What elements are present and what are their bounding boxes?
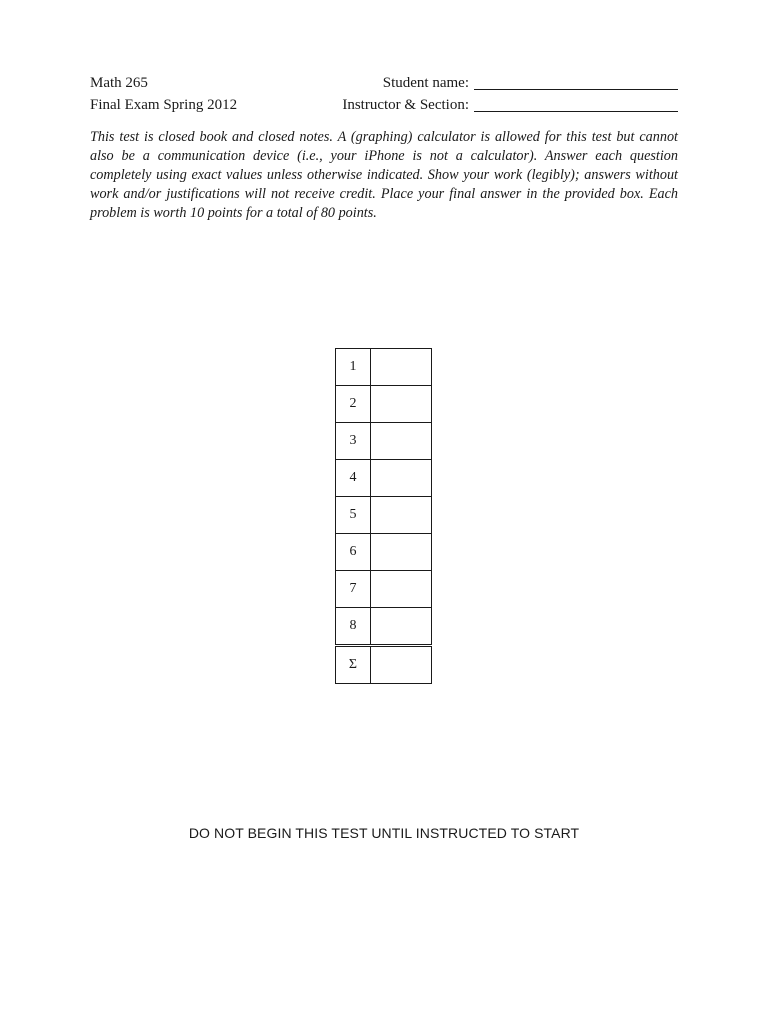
instructor-section-field[interactable] [474,95,678,112]
score-table [335,348,432,684]
course-info [90,72,237,116]
score-box[interactable] [371,534,432,571]
student-fields [342,72,678,116]
score-row [336,534,432,571]
score-row [336,497,432,534]
score-box[interactable] [371,386,432,423]
score-row [336,386,432,423]
problem-number: 2 [336,386,371,423]
score-box[interactable] [371,497,432,534]
student-name-row [342,72,678,94]
total-label: Σ [336,647,371,684]
exam-instructions: This test is closed book and closed notes. A (graphing) calculator is allowed for this test but cannot also be a communication device (i.e., your iPhone is not a calculator). Answer each question completely using exact values unless otherwise indicated. Show your work (legibly); answers without work and/or justifications will not receive credit. Place your final answer in the provided box. Each problem is worth 10 points for a total of 80 points. [90,129,678,221]
problem-number: 8 [336,608,371,645]
total-score-box[interactable] [371,647,432,684]
exam-title: Final Exam Spring 2012 [90,97,238,113]
score-row [336,349,432,386]
instructor-section-label: Instructor & Section: [342,97,469,113]
instructor-section-row [342,94,678,116]
score-box[interactable] [371,349,432,386]
problem-number: 1 [336,349,371,386]
problem-number: 5 [336,497,371,534]
score-box[interactable] [371,608,432,645]
problem-number: 6 [336,534,371,571]
score-box[interactable] [371,423,432,460]
problem-number: 3 [336,423,371,460]
total-row [336,647,432,684]
student-name-field[interactable] [474,73,678,90]
score-box[interactable] [371,460,432,497]
course-title: Math 265 [90,75,148,91]
student-name-label: Student name: [382,75,469,91]
start-notice: DO NOT BEGIN THIS TEST UNTIL INSTRUCTED TO START [188,825,580,841]
score-row [336,460,432,497]
problem-number: 7 [336,571,371,608]
problem-number: 4 [336,460,371,497]
score-row [336,423,432,460]
score-row [336,608,432,645]
score-row [336,571,432,608]
score-box[interactable] [371,571,432,608]
